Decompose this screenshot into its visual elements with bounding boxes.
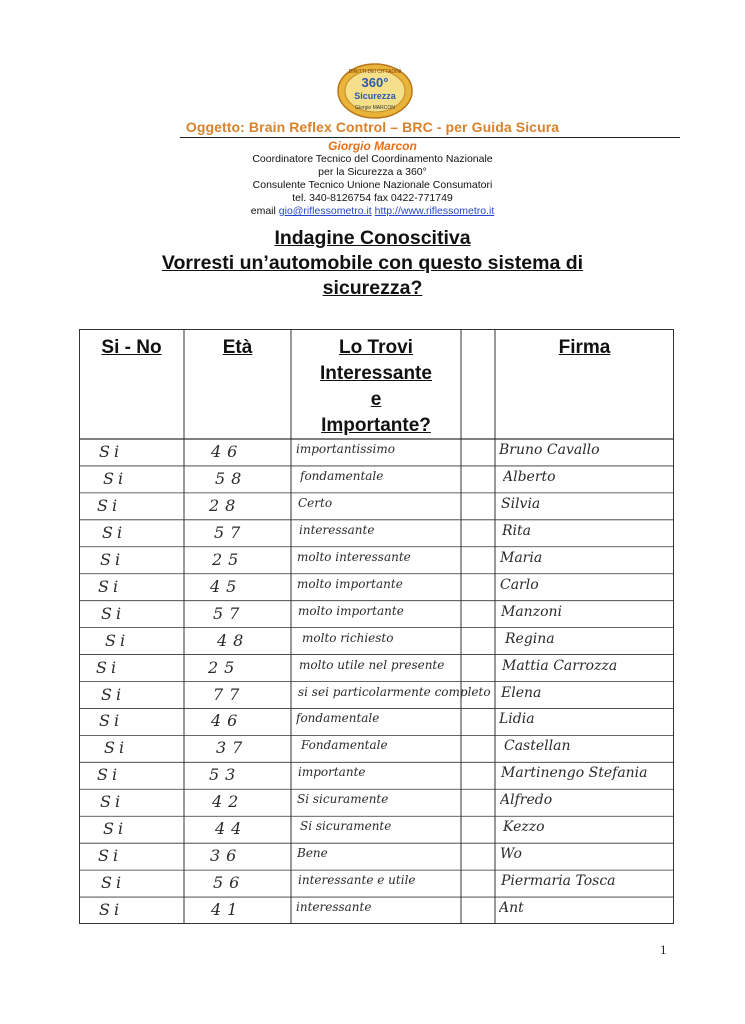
- cell-firma: Elena: [501, 684, 542, 701]
- column-header-eta: Età: [222, 337, 253, 358]
- title-line-1: Indagine Conoscitiva: [274, 227, 471, 249]
- cell-firma: Piermaria Tosca: [501, 873, 616, 890]
- cell-eta: 37: [216, 738, 249, 758]
- cell-risposta: fondamentale: [296, 711, 380, 726]
- cell-firma: Mattia Carrozza: [502, 657, 618, 674]
- cell-si-no: Si: [102, 522, 127, 542]
- header-lo-trovi-line-1: Lo Trovi: [339, 337, 413, 358]
- cell-si-no: Si: [99, 442, 124, 461]
- cell-firma: Regina: [505, 630, 555, 647]
- cell-eta: 36: [210, 846, 243, 866]
- cell-si-no: Si: [101, 603, 126, 623]
- svg-text:Sicurezza: Sicurezza: [354, 91, 396, 101]
- cell-risposta: molto importante: [297, 576, 403, 591]
- title-line-3: sicurezza?: [322, 277, 423, 299]
- cell-si-no: Si: [101, 684, 126, 704]
- cell-risposta: molto interessante: [297, 549, 411, 564]
- author-role-line-1: Coordinatore Tecnico del Coordinamento Nazionale: [252, 153, 493, 165]
- document-subject: Oggetto: Brain Reflex Control – BRC - per Guida Sicura: [185, 119, 560, 135]
- cell-risposta: importante: [298, 765, 366, 780]
- cell-si-no: Si: [104, 738, 129, 758]
- cell-risposta: interessante: [299, 522, 375, 537]
- cell-risposta: fondamentale: [300, 468, 384, 483]
- cell-firma: Wo: [500, 846, 522, 863]
- header-divider: [180, 137, 680, 138]
- cell-firma: Carlo: [500, 576, 539, 593]
- survey-table: [79, 329, 674, 924]
- cell-si-no: Si: [100, 792, 125, 812]
- author-role-line-3: Consulente Tecnico Unione Nazionale Consumatori: [252, 179, 493, 191]
- column-header-si-no: Si - No: [101, 337, 162, 358]
- cell-eta: 28: [209, 495, 242, 515]
- column-header-lo-trovi: [291, 335, 461, 439]
- cell-firma: Alfredo: [500, 792, 553, 809]
- cell-risposta: Si sicuramente: [300, 819, 392, 834]
- title-line-2: Vorresti un’automobile con questo sistema di: [161, 252, 584, 274]
- cell-eta: 46: [211, 442, 244, 461]
- cell-risposta: molto importante: [298, 603, 404, 618]
- cell-firma: Ant: [499, 900, 524, 917]
- cell-si-no: Si: [97, 495, 122, 515]
- cell-si-no: Si: [99, 711, 124, 731]
- cell-firma: Rita: [502, 522, 531, 539]
- cell-firma: Kezzo: [503, 819, 545, 836]
- logo: [336, 62, 414, 120]
- header-lo-trovi-line-2: Interessante: [320, 363, 432, 384]
- cell-firma: Bruno Cavallo: [499, 442, 600, 458]
- cell-firma: Silvia: [501, 495, 541, 512]
- cell-risposta: si sei particolarmente completo: [298, 684, 491, 699]
- page-number: 1: [660, 942, 667, 957]
- cell-eta: 25: [212, 549, 245, 569]
- svg-text:DIRITTI DEI CITTADINI: DIRITTI DEI CITTADINI: [348, 69, 402, 75]
- cell-eta: 25: [208, 657, 241, 677]
- cell-eta: 57: [213, 603, 246, 623]
- cell-eta: 46: [211, 711, 244, 731]
- email-link[interactable]: gio@riflessometro.it: [278, 205, 372, 217]
- cell-firma: Martinengo Stefania: [501, 765, 648, 782]
- cell-eta: 58: [215, 468, 248, 488]
- header-lo-trovi-line-4: Importante?: [321, 415, 431, 436]
- cell-firma: Castellan: [504, 738, 571, 755]
- cell-firma: Manzoni: [501, 603, 562, 620]
- cell-firma: Lidia: [499, 711, 535, 728]
- cell-risposta: molto richiesto: [302, 630, 394, 645]
- cell-risposta: molto utile nel presente: [299, 657, 445, 672]
- column-header-firma: Firma: [558, 337, 611, 358]
- cell-si-no: Si: [100, 549, 125, 569]
- cell-si-no: Si: [101, 873, 126, 893]
- author-email-line: [0, 205, 745, 218]
- cell-risposta: Certo: [298, 495, 333, 510]
- cell-eta: 44: [215, 819, 248, 839]
- cell-eta: 53: [209, 765, 242, 785]
- cell-risposta: interessante: [296, 900, 372, 915]
- cell-eta: 45: [210, 576, 243, 596]
- cell-risposta: Fondamentale: [301, 738, 388, 753]
- email-label: email: [250, 205, 276, 217]
- header-lo-trovi-line-3: e: [370, 389, 382, 410]
- cell-firma: Alberto: [503, 468, 556, 485]
- cell-si-no: Si: [97, 765, 122, 785]
- cell-risposta: Bene: [297, 846, 328, 861]
- cell-eta: 57: [214, 522, 247, 542]
- cell-eta: 56: [213, 873, 246, 893]
- cell-eta: 48: [217, 630, 250, 650]
- cell-eta: 42: [212, 792, 245, 812]
- cell-si-no: Si: [98, 576, 123, 596]
- cell-eta: 41: [211, 900, 244, 920]
- cell-firma: Maria: [500, 549, 543, 566]
- cell-si-no: Si: [103, 468, 128, 488]
- author-role-line-2: per la Sicurezza a 360°: [318, 166, 427, 178]
- cell-si-no: Si: [96, 657, 121, 677]
- cell-eta: 77: [213, 684, 246, 704]
- survey-title: [0, 226, 745, 301]
- cell-si-no: Si: [105, 630, 130, 650]
- svg-text:360°: 360°: [361, 75, 389, 90]
- cell-risposta: Si sicuramente: [297, 792, 389, 807]
- cell-si-no: Si: [99, 900, 124, 920]
- cell-risposta: importantissimo: [296, 442, 395, 456]
- cell-si-no: Si: [103, 819, 128, 839]
- cell-si-no: Si: [98, 846, 123, 866]
- cell-risposta: interessante e utile: [298, 873, 416, 888]
- author-contacts: tel. 340-8126754 fax 0422-771749: [292, 192, 453, 204]
- author-name: Giorgio Marcon: [328, 139, 417, 153]
- svg-text:Giorgio MARCON: Giorgio MARCON: [355, 105, 395, 111]
- website-link[interactable]: http://www.riflessometro.it: [374, 205, 495, 217]
